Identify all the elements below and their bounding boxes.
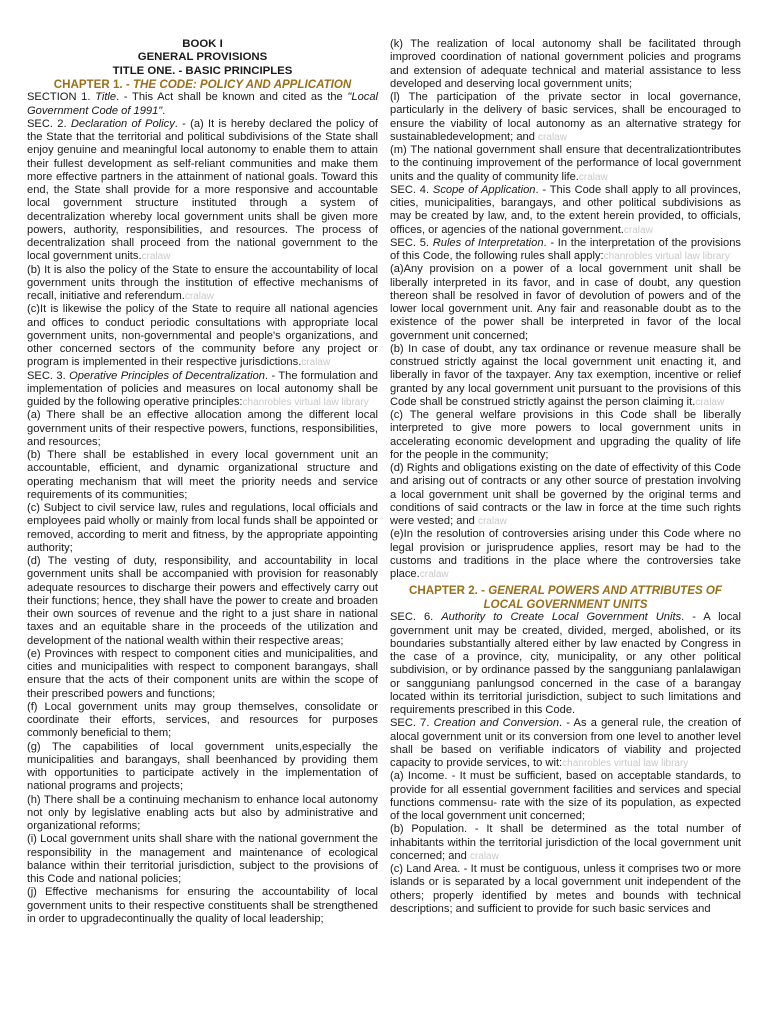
section-7-b <box>390 823 741 863</box>
section-7-c: (c) Land Area. - It must be contiguous, unless it comprises two or more islands or is separated by a local government unit independent of the others; properly identified by metes and bounds with technical descriptions; and sufficient to provide for such basic services and <box>390 863 741 915</box>
chapter-2-heading <box>390 584 741 611</box>
section-5-d-text: (d) Rights and obligations existing on the date of effectivity of this Code and arising out of contracts or any other source of prestation involving a local government unit shall be governed by the original terms and conditions of said contracts or the law in force at the time such rights were vested; and <box>390 462 741 527</box>
chapter-1-heading <box>27 78 378 92</box>
section-4-name: Scope of Application <box>432 183 536 196</box>
section-3-g: (g) The capabilities of local government units,especially the municipalities and barangays, shall beenhanced by providing them with opportunities to participate actively in the implementation of national programs and projects; <box>27 740 378 793</box>
section-5-a: (a)Any provision on a power of a local government unit shall be liberally interpreted in its favor, and in case of doubt, any question thereon shall be resolved in favor of devolution of powers and of the lower local government unit. Any fair and reasonable doubt as to the existence of the power shall be interpreted in favor of the local government unit concerned; <box>390 263 741 342</box>
section-3-m <box>390 144 741 184</box>
code-name: "Local Government Code of 1991" <box>27 91 379 117</box>
general-provisions-heading: GENERAL PROVISIONS <box>137 51 268 64</box>
section-1-number: SECTION 1. <box>27 91 96 104</box>
section-1-text: . - This Act shall be known and cited as the <box>116 91 348 104</box>
watermark: cralaw <box>184 291 214 302</box>
left-column <box>27 38 378 926</box>
section-7-text: . - As a general rule, the creation of alocal government unit or its conversion from one level to another level shall be based on verifiable indicators of viability and projected capacity to provide services, to wit: <box>390 717 742 769</box>
section-2-b <box>27 264 378 304</box>
watermark: cralaw <box>578 171 608 183</box>
chapter-1-title: THE CODE: POLICY AND APPLICATION <box>132 77 352 91</box>
section-4-text: . - This Code shall apply to all provinces, cities, municipalities, barangays, and other political subdivisions as may be created by law, and, to the extent herein provided, to officials, offices, or agencies of the national government. <box>390 183 741 236</box>
section-2-b-text: (b) It is also the policy of the State to ensure the accountability of local government units through the institution of effective mechanisms of recall, initiative and referendum. <box>27 263 378 302</box>
watermark: cralaw <box>623 224 653 236</box>
section-5-c: (c) The general welfare provisions in this Code shall be liberally interpreted to give more powers to local government units in accelerating economic development and upgrading the quality of life for the people in the community; <box>390 409 741 461</box>
section-5-text: . - In the interpretation of the provisions of this Code, the following rules shall apply: <box>390 236 741 262</box>
section-3-m-text: (m) The national government shall ensure that decentralizationtributes to the continuing improvement of the performance of local government units and the quality of community life. <box>390 144 741 183</box>
section-3-d: (d) The vesting of duty, responsibility, and accountability in local government units shall be accompanied with provision for reasonably adequate resources to discharge their powers and effectively carry out their functions; hence, they shall have the power to create and broaden their own sources of revenue and the right to a just share in national taxes and an equitable share in the proceeds of the utilization and development of the national wealth within their respective areas; <box>27 555 378 647</box>
section-5-name: Rules of Interpretation <box>432 236 544 249</box>
section-3-f: (f) Local government units may group themselves, consolidate or coordinate their efforts, services, and resources for purposes commonly beneficial to them; <box>27 700 378 740</box>
section-6-number: SEC. 6. <box>390 611 442 624</box>
section-4-number: SEC. 4. <box>390 183 433 196</box>
section-2-number: SEC. 2. <box>27 117 71 130</box>
watermark: cralaw <box>538 131 567 143</box>
section-3-a: (a) There shall be an effective allocation among the different local government units of their respective powers, functions, responsibilities, and resources; <box>27 409 378 448</box>
section-6-name: Authority to Create Local Government Units <box>441 611 682 624</box>
section-7-a: (a) Income. - It must be sufficient, based on acceptable standards, to provide for all essential government facilities and services and special functions commensu- rate with the size of its population, as expected of the local government unit concerned; <box>390 770 741 822</box>
section-3-l-text: (l) The participation of the private sector in local governance, particularly in the delivery of basic services, shall be encouraged to ensure the viability of local autonomy as an alternative strategy for sustainabledevelopment; and <box>390 91 741 143</box>
watermark: cralaw <box>695 396 725 408</box>
section-1 <box>27 91 378 118</box>
section-4 <box>390 184 741 237</box>
section-3-text: . - The formulation and implementation of policies and measures on local autonomy shall be guided by the following operative principles: <box>27 369 379 408</box>
section-5-e-text: (e)In the resolution of controversies arising under this Code where no legal provision or jurisprudence applies, resort may be had to the customs and traditions in the place where the controversies take place. <box>390 528 741 580</box>
section-3-name: Operative Principles of Decentralization <box>69 369 265 382</box>
section-7 <box>390 717 741 770</box>
section-3 <box>27 370 378 410</box>
watermark: cralaw <box>301 357 331 369</box>
watermark: cralaw <box>141 251 171 263</box>
section-3-c: (c) Subject to civil service law, rules and regulations, local officials and employees paid wholly or mainly from local funds shall be appointed or removed, according to merit and fitness, by the appropriate appointing authority; <box>27 502 378 554</box>
chapter-2-title: GENERAL POWERS AND ATTRIBUTES OF LOCAL GOVERNMENT UNITS <box>483 584 723 611</box>
watermark: chanrobles virtual law library <box>562 758 689 769</box>
section-5 <box>390 237 741 264</box>
section-7-number: SEC. 7. <box>390 717 434 730</box>
section-5-d <box>390 462 741 528</box>
section-7-name: Creation and Conversion <box>433 717 560 730</box>
section-6-text: . - A local government unit may be created, divided, merged, abolished, or its boundaries substantially altered either by law enacted by Congress in the case of a province, city, municipality, or any other political subdivision, or by ordinance passed by the sangguniang panlalawigan or sangguniang panlungsod concerned in the case of a barangay located within its territorial jurisdiction, subject to such limitations and requirements prescribed in this Code. <box>390 611 741 716</box>
watermark: cralaw <box>419 569 449 580</box>
chapter-2-label: CHAPTER 2. - <box>408 584 489 598</box>
title-heading: TITLE ONE. - BASIC PRINCIPLES <box>112 64 293 77</box>
watermark: cralaw <box>477 516 507 527</box>
section-3-number: SEC. 3. <box>27 369 70 382</box>
section-3-i: (i) Local government units shall share with the national government the responsibility in the management and maintenance of ecological balance within their territorial jurisdiction, subject to the provisions of this Code and national policies; <box>27 833 378 885</box>
section-2-c <box>27 303 378 369</box>
section-5-number: SEC. 5. <box>390 236 433 249</box>
section-3-l <box>390 91 741 144</box>
section-1-name: Title <box>95 91 117 104</box>
watermark: chanrobles virtual law library <box>242 397 369 408</box>
right-column <box>390 38 741 916</box>
section-3-h: (h) There shall be a continuing mechanism to enhance local autonomy not only by legislative enabling acts but also by administrative and organizational reforms; <box>27 793 378 832</box>
book-heading: BOOK I <box>182 38 223 50</box>
section-3-e: (e) Provinces with respect to component cities and municipalities, and cities and municipalities with respect to component barangays, shall ensure that the acts of their component units are within the scope of their prescribed powers and functions; <box>27 647 378 700</box>
section-5-b <box>390 343 741 409</box>
section-6 <box>390 611 741 717</box>
section-3-j: (j) Effective mechanisms for ensuring the accountability of local government units to their respective constituents shall be strengthened in order to upgradecontinually the quality of local leadership; <box>27 886 378 925</box>
watermark: chanrobles virtual law library <box>603 251 730 262</box>
section-7-b-text: (b) Population. - It shall be determined as the total number of inhabitants within the territorial jurisdiction of the local government unit concerned; and <box>390 823 741 862</box>
watermark: cralaw <box>469 850 499 862</box>
chapter-1-label: CHAPTER 1. - <box>53 77 133 91</box>
section-2-c-text: (c)It is likewise the policy of the State to require all national agencies and offices to conduct periodic consultations with appropriate local government units, non-governmental and people's organizations, and other concerned sectors of the community before any project or program is implemented in their respective jurisdictions. <box>27 303 378 369</box>
section-5-b-text: (b) In case of doubt, any tax ordinance or revenue measure shall be construed strictly against the local government unit enacting it, and liberally in favor of the taxpayer. Any tax exemption, incentive or relief granted by any local government unit pursuant to the provisions of this Code shall be construed strictly against the person claiming it. <box>390 342 741 408</box>
section-2-text: . - (a) It is hereby declared the policy of the State that the territorial and political subdivisions of the State shall enjoy genuine and meaningful local autonomy to enable them to attain their fullest development as self-reliant communities and make them more effective partners in the attainment of national goals. Toward this end, the State shall provide for a more responsive and accountable local government structure instituted through a system of decentralization whereby local government units shall be given more powers, authority, responsibilities, and resources. The process of decentralization shall proceed from the national government to the local government units. <box>27 117 378 263</box>
section-5-e <box>390 528 741 581</box>
section-1-end: . <box>162 104 166 117</box>
section-3-k: (k) The realization of local autonomy shall be facilitated through improved coordination of national government policies and programs and extension of adequate technical and material assistance to less developed and deserving local government units; <box>390 38 741 90</box>
section-3-b: (b) There shall be established in every local government unit an accountable, efficient, and dynamic organizational structure and operating mechanism that will meet the priority needs and service requirements of its communities; <box>27 449 378 501</box>
section-2 <box>27 118 378 264</box>
section-2-name: Declaration of Policy <box>70 117 175 130</box>
